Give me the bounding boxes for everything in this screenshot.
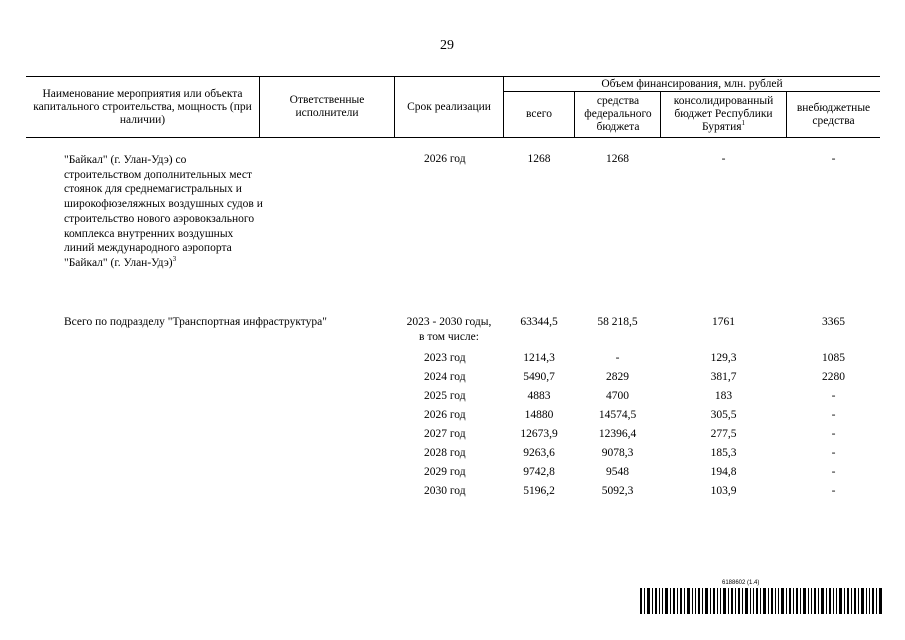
year-label: 2029 год xyxy=(424,466,466,478)
year-label: 2025 год xyxy=(424,390,466,402)
summary-period xyxy=(395,315,503,345)
year-regional: 129,3 xyxy=(710,352,737,364)
year-regional: 194,8 xyxy=(710,466,737,478)
year-label: 2028 год xyxy=(424,447,466,459)
year-federal: 2829 xyxy=(606,371,629,383)
year-regional: 103,9 xyxy=(710,485,737,497)
project-period: 2026 год xyxy=(424,153,466,165)
year-label: 2026 год xyxy=(424,409,466,421)
header-regional xyxy=(661,92,786,137)
summary-period-line2: в том числе: xyxy=(419,331,479,343)
footnote-marker: 3 xyxy=(172,255,177,264)
year-federal: 4700 xyxy=(606,390,629,402)
year-federal: 14574,5 xyxy=(598,409,637,421)
project-federal: 1268 xyxy=(606,153,629,165)
project-name-text: "Байкал" (г. Улан-Удэ) со строительством дополнительных мест стоянок для среднемагистральных и широкофюзеляжных воздушных судов и строительство нового аэровокзального комплекса внутренних воздушных линий международного аэропорта "Байкал" (г. Улан-Удэ) xyxy=(64,154,263,269)
barcode-label: 6188602 (1.4) xyxy=(722,580,760,586)
project-regional: - xyxy=(721,153,726,165)
summary-extra: 3365 xyxy=(822,316,845,328)
footnote-marker: 1 xyxy=(741,119,746,128)
col-divider xyxy=(574,91,575,137)
year-extra: - xyxy=(831,485,836,497)
header-extra: внебюджетные средства xyxy=(796,101,871,127)
header-executors: Ответственные исполнители xyxy=(289,94,365,119)
col-divider xyxy=(259,76,260,137)
summary-period-line1: 2023 - 2030 годы, xyxy=(406,316,492,328)
summary-label: Всего по подразделу "Транспортная инфраструктура" xyxy=(64,316,327,328)
year-extra: 1085 xyxy=(822,352,845,364)
header-federal: средства федерального бюджета xyxy=(584,95,652,133)
header-financing: Объем финансирования, млн. рублей xyxy=(601,77,783,90)
year-federal: 9548 xyxy=(606,466,629,478)
year-regional: 183 xyxy=(714,390,733,402)
year-federal: - xyxy=(615,352,620,364)
header-bottom-rule xyxy=(26,137,880,138)
year-extra: - xyxy=(831,428,836,440)
year-extra: - xyxy=(831,409,836,421)
year-label: 2023 год xyxy=(424,352,466,364)
barcode xyxy=(640,588,882,614)
year-federal: 5092,3 xyxy=(601,485,634,497)
year-label: 2024 год xyxy=(424,371,466,383)
year-total: 4883 xyxy=(527,390,551,402)
year-regional: 277,5 xyxy=(710,428,737,440)
year-federal: 12396,4 xyxy=(598,428,637,440)
year-total: 14880 xyxy=(524,409,554,421)
year-label: 2030 год xyxy=(424,485,466,497)
year-regional: 381,7 xyxy=(710,371,737,383)
summary-total: 63344,5 xyxy=(520,316,558,328)
header-name: Наименование мероприятия или объекта капитального строительства, мощность (при наличии) xyxy=(33,87,252,126)
year-extra: 2280 xyxy=(822,371,845,383)
project-name xyxy=(64,153,264,271)
header-total: всего xyxy=(526,108,552,120)
year-federal: 9078,3 xyxy=(601,447,634,459)
year-extra: - xyxy=(831,466,836,478)
year-total: 9742,8 xyxy=(523,466,555,478)
year-total: 1214,3 xyxy=(523,352,555,364)
page-number: 29 xyxy=(440,38,454,53)
summary-federal: 58 218,5 xyxy=(597,316,638,328)
year-label: 2027 год xyxy=(424,428,466,440)
year-extra: - xyxy=(831,390,836,402)
summary-regional: 1761 xyxy=(712,316,735,328)
project-total: 1268 xyxy=(527,153,551,165)
year-total: 9263,6 xyxy=(523,447,555,459)
project-extra: - xyxy=(831,153,836,165)
year-regional: 185,3 xyxy=(710,447,737,459)
year-total: 5196,2 xyxy=(523,485,555,497)
header-regional-text: консолидированный бюджет Республики Бурятия xyxy=(673,95,774,133)
year-total: 5490,7 xyxy=(523,371,555,383)
year-regional: 305,5 xyxy=(710,409,737,421)
year-extra: - xyxy=(831,447,836,459)
header-period: Срок реализации xyxy=(407,100,491,113)
year-total: 12673,9 xyxy=(520,428,558,440)
